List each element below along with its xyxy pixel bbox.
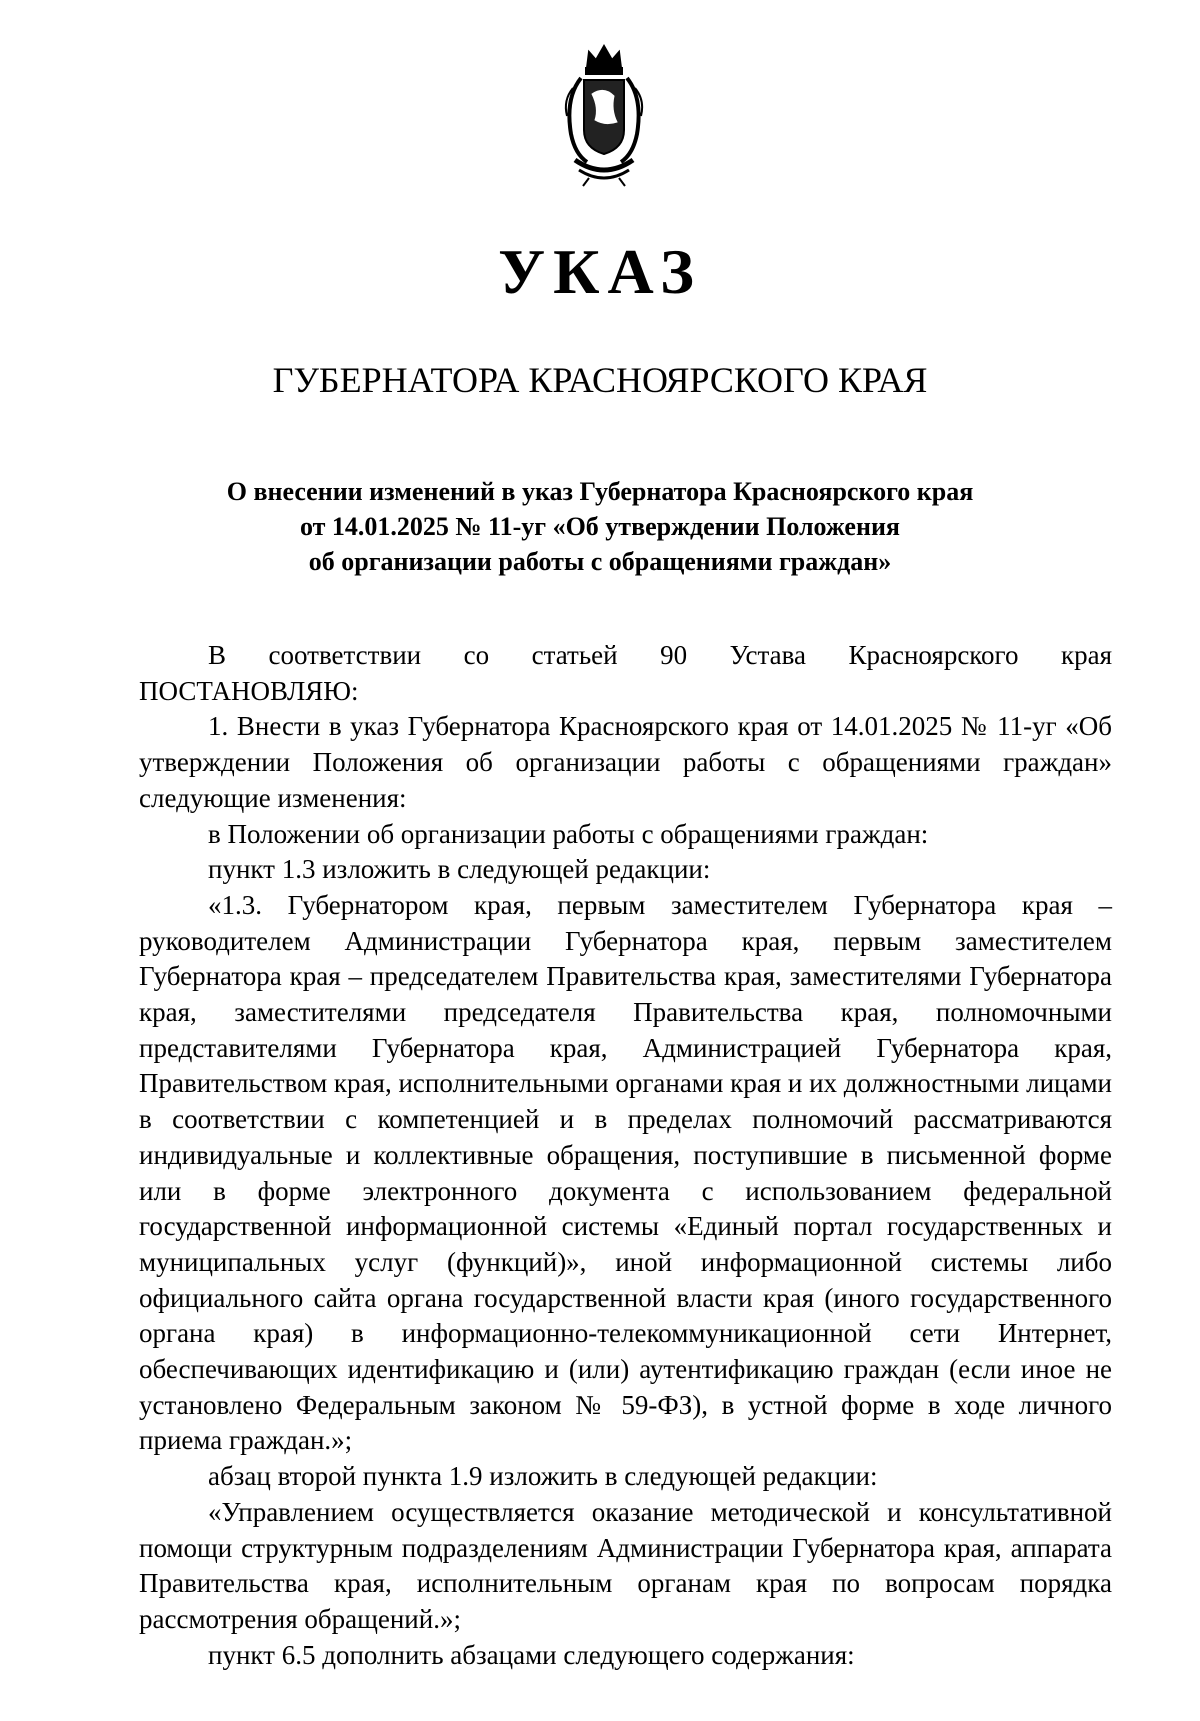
body-paragraph: пункт 1.3 изложить в следующей редакции: [208, 854, 711, 885]
title-line: от 14.01.2025 № 11-уг «Об утверждении Положения [299, 512, 900, 541]
item-1-paragraph: 1. Внести в указ Губернатора Красноярского края от 14.01.2025 № 11-уг «Об утверждении Положения об организации работы с обращениями граждан» следующие изменения: [139, 711, 1112, 813]
document-body [139, 638, 1112, 1673]
resolution-word: ПОСТАНОВЛЯЮ: [139, 675, 359, 706]
quoted-clause-1-3: «1.3. Губернатором края, первым заместителем Губернатора края – руководителем Администрации Губернатора края, первым заместителем Губернатора края – председателем Правительства края, заместителями Губернатора края, заместителями председателя Правительства края, полномочными представителями Губернатора края, Администрацией Губернатора края, Правительством края, исполнительными органами края и их должностными лицами в соответствии с компетенцией и в пределах полномочий рассматриваются индивидуальные и коллективные обращения, поступившие в письменной форме или в форме электронного документа с использованием федеральной государственной информационной системы «Единый портал государственных и муниципальных услуг (функций)», иной информационной системы либо официального сайта органа государственной власти края (иного государственного органа края) в информационно-телекоммуникационной сети Интернет, обеспечивающих идентификацию и (или) аутентификацию граждан (если иное не установлено Федеральным законом № 59-ФЗ), в устной форме в ходе личного приема граждан.»; [139, 889, 1112, 1456]
title-line: О внесении изменений в указ Губернатора Красноярского края [226, 477, 974, 506]
body-paragraph: абзац второй пункта 1.9 изложить в следующей редакции: [208, 1461, 878, 1492]
title-line: об организации работы с обращениями граждан» [308, 547, 892, 576]
document-type: УКАЗ [498, 236, 702, 307]
body-paragraph: в Положении об организации работы с обращениями граждан: [208, 818, 929, 849]
issuer-heading: ГУБЕРНАТОРА КРАСНОЯРСКОГО КРАЯ [272, 360, 928, 400]
body-paragraph: пункт 6.5 дополнить абзацами следующего содержания: [208, 1639, 855, 1670]
coat-of-arms-emblem [559, 38, 649, 188]
preamble-paragraph: В соответствии со статьей 90 Устава Красноярского края [208, 640, 1112, 670]
document-title [150, 474, 1050, 579]
quoted-clause-1-9: «Управлением осуществляется оказание методической и консультативной помощи структурным подразделениям Администрации Губернатора края, аппарата Правительства края, исполнительным органам края по вопросам порядка рассмотрения обращений.»; [139, 1496, 1112, 1634]
